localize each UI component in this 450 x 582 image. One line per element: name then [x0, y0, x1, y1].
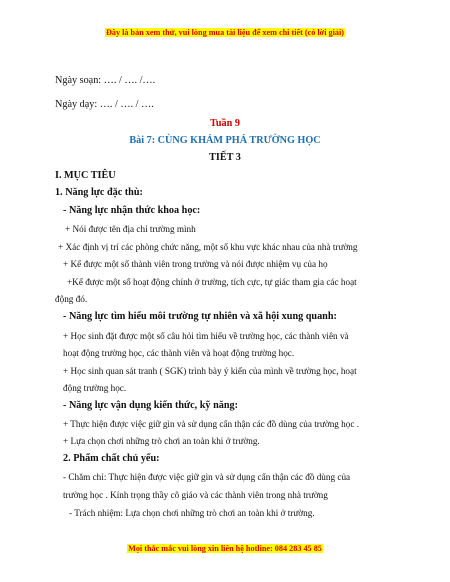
hotline-banner [0, 543, 450, 554]
competency-1-item-4: +Kể được một số hoạt động chính ở trường, tích cực, tự giác tham gia các hoạt [67, 277, 357, 287]
competency-2-item-2: + Học sinh quan sát tranh ( SGK) trình bày ý kiến của mình về trường học, hoạt [63, 366, 357, 376]
prepared-date: Ngày soạn: …. / …. /…. [55, 75, 156, 86]
competency-1-item-2: + Xác định vị trí các phòng chức năng, một số khu vực khác nhau của nhà trường [58, 242, 358, 252]
quality-item-1-continued: trường học . Kính trọng thầy cô giáo và các thành viên trong nhà trường [63, 490, 328, 500]
competency-1-item-1: + Nói được tên địa chỉ trường mình [65, 224, 196, 234]
preview-notice-text: Đây là bản xem thử, vui lòng mua tài liệu để xem chi tiết (có lời giải) [105, 28, 344, 37]
subsection-heading-qualities: 2. Phẩm chất chủ yếu: [63, 453, 160, 464]
teaching-date: Ngày dạy: …. / …. / …. [55, 99, 154, 110]
competency-2-item-1: + Học sinh đặt được một số câu hỏi tìm hiểu về trường học, các thành viên và [63, 331, 349, 341]
subsection-heading-competencies: 1. Năng lực đặc thù: [55, 187, 143, 198]
competency-3-item-2: + Lựa chọn chơi những trò chơi an toàn khi ở trường. [63, 436, 260, 446]
quality-item-1: - Chăm chỉ: Thực hiện được việc giữ gìn và sử dụng cẩn thận các đồ dùng của [63, 472, 351, 482]
section-heading-objectives: I. MỤC TIÊU [55, 170, 116, 181]
lesson-title: Bài 7: CÙNG KHÁM PHÁ TRƯỜNG HỌC [129, 135, 321, 146]
competency-heading-3: - Năng lực vận dụng kiến thức, kỹ năng: [63, 400, 238, 411]
competency-3-item-1: + Thực hiện được việc giữ gìn và sử dụng cẩn thận các đồ dùng của trường học . [63, 419, 360, 429]
quality-item-2: - Trách nhiệm: Lựa chọn chơi những trò chơi an toàn khi ở trường. [69, 508, 315, 518]
competency-1-item-3: + Kể được một số thành viên trong trường và nói được nhiệm vụ của họ [63, 259, 328, 269]
competency-heading-2: - Năng lực tìm hiểu môi trường tự nhiên và xã hội xung quanh: [63, 311, 337, 322]
period-title: TIẾT 3 [209, 152, 241, 163]
competency-1-item-4-continued: động đó. [55, 294, 88, 304]
preview-notice-banner [0, 27, 450, 38]
week-title: Tuần 9 [210, 118, 240, 129]
competency-heading-1: - Năng lực nhận thức khoa học: [63, 205, 201, 216]
competency-2-item-2-continued: động trường học. [63, 383, 127, 393]
hotline-text: Mọi thắc mắc vui lòng xin liên hệ hotline: 084 283 45 85 [128, 544, 322, 553]
competency-2-item-1-continued: hoạt động trường học, các thành viên và hoạt động trường học. [63, 348, 295, 358]
